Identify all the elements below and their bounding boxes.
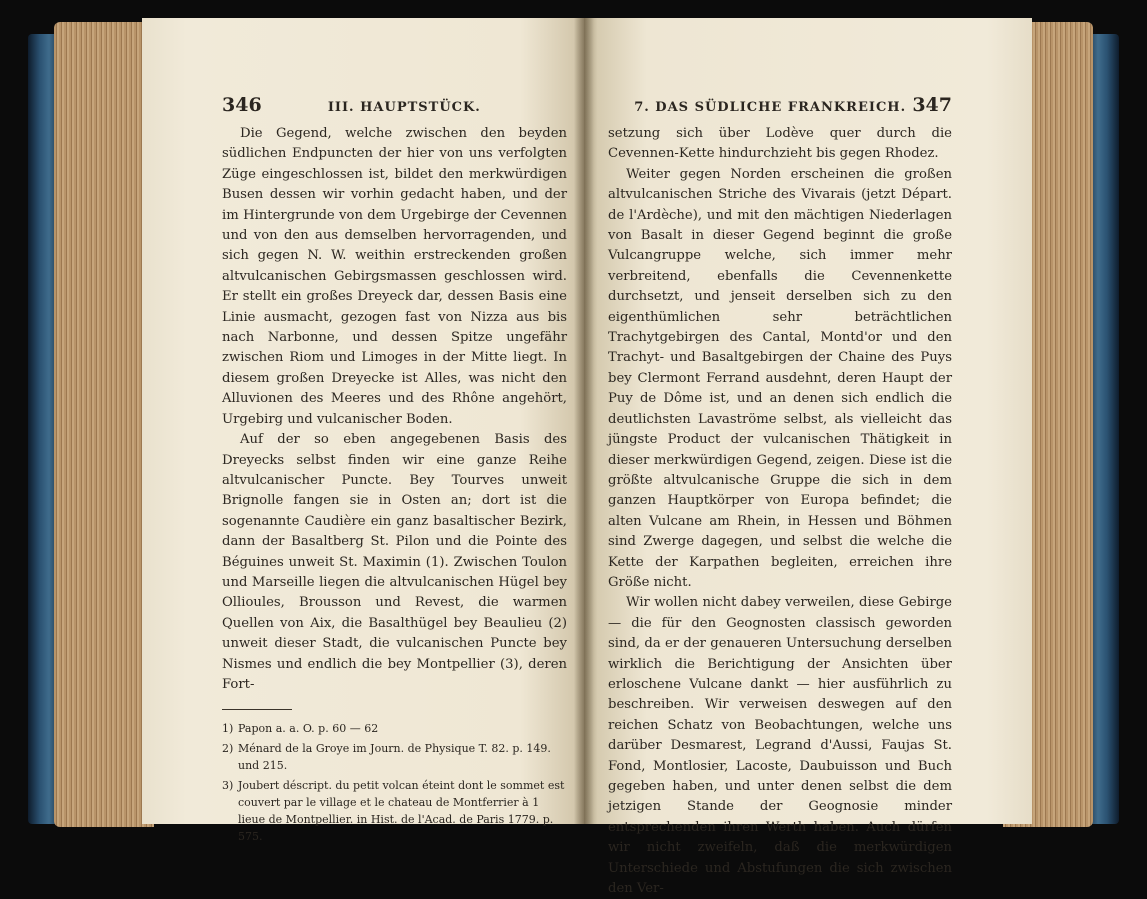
paragraph: Auf der so eben angegebenen Basis des Dreyecks selbst finden wir eine ganze Reihe altvulcanischer Puncte. Bey Tourves unweit Brignolle fangen sie in Osten an; dort ist die sogenannte Caudière ein ganz basaltischer Bezirk, dann der Basaltberg St. Pilon und die Pointe des Béguines unweit St. Maximin (1). Zwischen Toulon und Marseille liegen die altvulcanischen Hügel bey Ollioules, Brousson und Revest, die warmen Quellen von Aix, die Basalthügel bey Beaulieu (2) unweit dieser Stadt, die vulcanischen Puncte bey Nismes und endlich die bey Montpellier (3), deren Fort- — [222, 432, 567, 692]
left-page-number: 346 — [222, 94, 262, 116]
right-page — [584, 18, 1032, 897]
right-body-text — [608, 124, 952, 899]
footnote-mark: 3) — [222, 779, 234, 793]
footnote-text: Papon a. a. O. p. 60 — 62 — [238, 722, 379, 736]
left-running-head — [222, 94, 567, 116]
footnote-text: Joubert déscript. du petit volcan éteint dont le sommet est couvert par le village et le chateau de Montferrier à 1 lieue de Montpellier. in Hist. de l'Acad. de Paris 1779. p. 575. — [238, 779, 565, 844]
footnote-rule — [222, 709, 292, 710]
left-running-title: III. HAUPTSTÜCK. — [327, 100, 481, 115]
right-running-title: 7. DAS SÜDLICHE FRANKREICH. — [634, 100, 907, 115]
gutter-shadow — [574, 18, 594, 824]
footnote — [222, 777, 567, 845]
right-running-head — [608, 94, 952, 116]
left-body-text — [222, 124, 567, 695]
footnotes — [222, 720, 567, 845]
paragraph: Weiter gegen Norden erscheinen die großen altvulcanischen Striche des Vivarais (jetzt Départ. de l'Ardèche), und mit den mächtigen Niederlagen von Basalt in dieser Gegend beginnt die große Vulcangruppe welche, sich immer mehr verbreitend, ebenfalls die Cevennenkette durchsetzt, und jenseit derselben sich zu den eigenthümlichen sehr beträchtlichen Trachytgebirgen des Cantal, Montd'or und den Trachyt- und Basaltgebirgen der Chaine des Puys bey Clermont Ferrand ausdehnt, deren Haupt der Puy de Dôme ist, und an denen sich endlich die deutlichsten Lavaströme selbst, als vielleicht das jüngste Product der vulcanischen Thätigkeit in dieser merkwürdigen Gegend, zeigen. Diese ist die größte altvulcanische Gruppe die sich in dem ganzen Hauptkörper von Europa befindet; die alten Vulcane am Rhein, in Hessen und Böhmen sind Zwerge dagegen, und selbst die welche die Kette der Karpathen begleiten, erreichen ihre Größe nicht. — [608, 166, 952, 590]
open-book — [22, 12, 1125, 897]
paragraph: setzung sich über Lodève quer durch die Cevennen-Kette hindurchzieht bis gegen Rhodez. — [608, 126, 952, 162]
book-cover-right — [1089, 34, 1119, 824]
footnote — [222, 740, 567, 774]
paragraph: Wir wollen nicht dabey verweilen, diese Gebirge — die für den Geognosten classisch geworden sind, da er der genaueren Untersuchung derselben wirklich die Berichtigung der Ansichten über erloschene Vulcane dankt — hier ausführlich zu beschreiben. Wir verweisen deswegen auf den reichen Schatz von Beobachtungen, welche uns darüber Desmarest, Legrand d'Aussi, Faujas St. Fond, Montlosier, Lacoste, Daubuisson und Buch gegeben haben, und unter denen selbst die dem jetzigen Stande der Geognosie minder entsprechenden ihren Werth haben. Auch dürfen wir nicht zweifeln, daß die merkwürdigen Unterschiede und Abstufungen die sich zwischen den Ver- — [608, 595, 952, 897]
paragraph: Die Gegend, welche zwischen den beyden südlichen Endpuncten der hier von uns verfolgten Züge eingeschlossen ist, bildet den merkwürdigen Busen dessen wir vorhin gedacht haben, und der im Hintergrunde von dem Urgebirge der Cevennen und von den aus demselben hervorragenden, und sich gegen N. W. weithin erstreckenden großen altvulcanischen Gebirgsmassen geschlossen wird. Er stellt ein großes Dreyeck dar, dessen Basis eine Linie ausmacht, gezogen fast von Nizza aus bis nach Narbonne, und dessen Spitze ungefähr zwischen Riom und Limoges in der Mitte liegt. In diesem großen Dreyecke ist Alles, was nicht den Alluvionen des Meeres und des Rhône angehört, Urgebirg und vulcanischer Boden. — [222, 126, 567, 427]
left-page — [142, 18, 587, 844]
right-page-number: 347 — [912, 94, 952, 116]
footnote — [222, 720, 567, 737]
footnote-mark: 1) — [222, 722, 234, 736]
footnote-mark: 2) — [222, 742, 234, 756]
footnote-text: Ménard de la Groye im Journ. de Physique T. 82. p. 149. und 215. — [238, 742, 551, 773]
page-edges-left — [54, 22, 154, 827]
